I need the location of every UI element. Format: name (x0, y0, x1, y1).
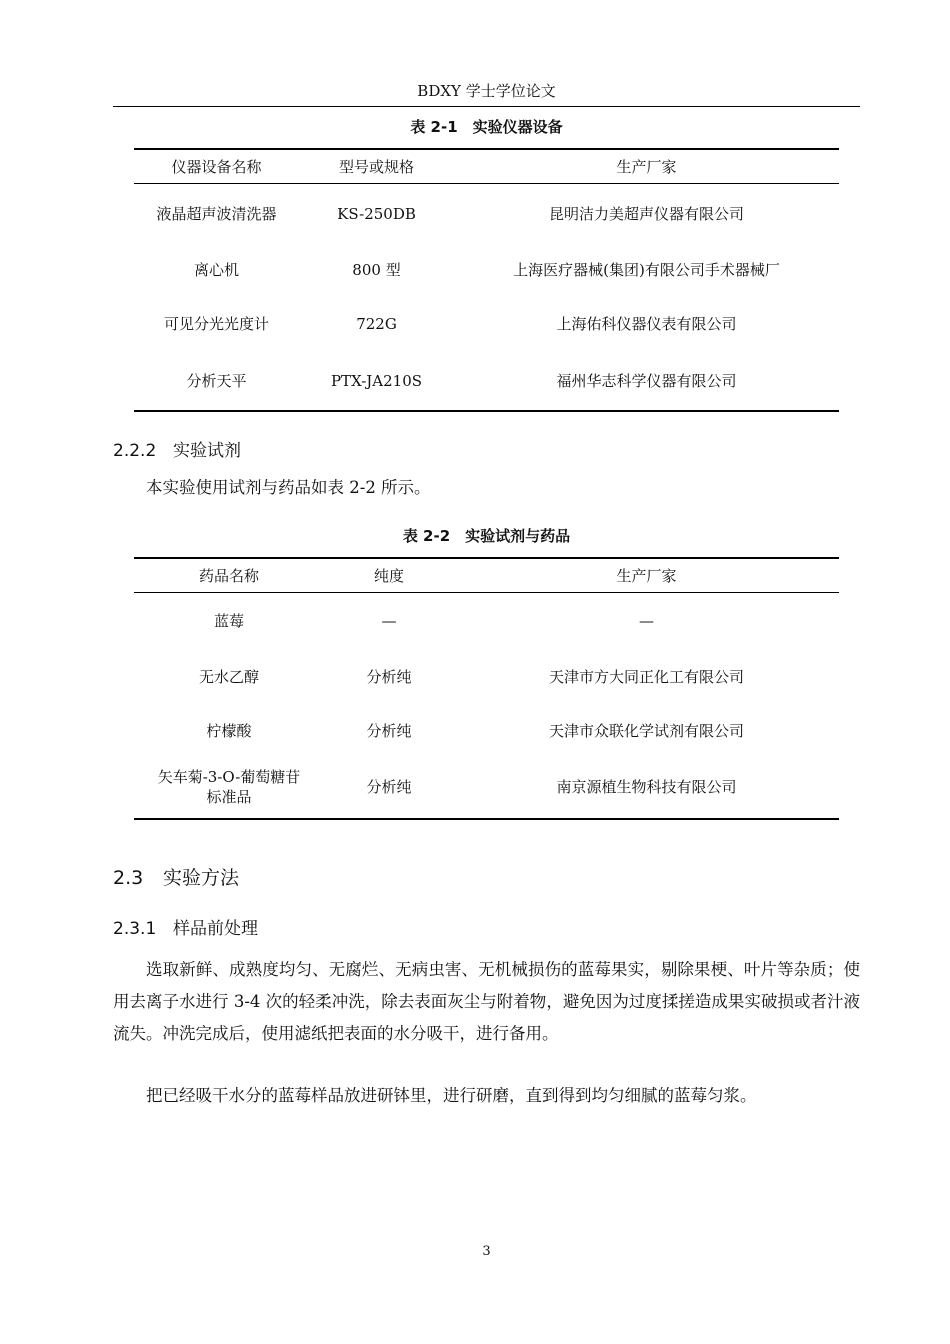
table-cell: 可见分光光度计 (163, 315, 269, 333)
table-cell: 800 型 (352, 261, 401, 279)
table-cell: 矢车菊-3-O-葡萄糖苷标准品 (134, 757, 324, 819)
table-row (134, 650, 839, 705)
table-cell: 柠檬酸 (206, 721, 252, 740)
page-number: 3 (482, 1244, 491, 1259)
table-cell: 液晶超声波清洗器 (156, 204, 277, 223)
paragraph: 把已经吸干水分的蓝莓样品放进研钵里，进行研磨，直到得到均匀细腻的蓝莓匀浆。 (146, 1086, 757, 1105)
table-row (134, 593, 839, 650)
section-number: 2.3.1 (113, 919, 157, 939)
table-cell: 上海佑科仪器仪表有限公司 (556, 315, 737, 333)
column-header: 仪器设备名称 (134, 149, 299, 184)
paragraph: 本实验使用试剂与药品如表 2-2 所示。 (146, 478, 431, 497)
table-row (134, 705, 839, 757)
table-caption: 表 2-2 实验试剂与药品 (402, 527, 571, 545)
table-cell: 722G (356, 315, 397, 333)
table-row (134, 757, 839, 819)
page-header: BDXY 学士学位论文 (113, 80, 860, 107)
table-cell: 昆明洁力美超声仪器有限公司 (548, 204, 744, 223)
section-number: 2.3 (113, 867, 144, 889)
table-cell: 分析纯 (324, 757, 454, 819)
equipment-table (134, 148, 839, 412)
table-cell: 分析纯 (366, 668, 412, 686)
table-row (134, 244, 839, 297)
table-cell: 无水乙醇 (198, 668, 259, 686)
table-row (134, 352, 839, 411)
column-header: 型号或规格 (299, 149, 454, 184)
column-header: 生产厂家 (454, 149, 839, 184)
table-row (134, 297, 839, 352)
table-cell: 上海医疗器械(集团)有限公司手术器械厂 (513, 261, 780, 279)
column-header: 药品名称 (134, 558, 324, 593)
table-cell: 天津市方大同正化工有限公司 (548, 668, 744, 686)
paragraph: 选取新鲜、成熟度均匀、无腐烂、无病虫害、无机械损伤的蓝莓果实，剔除果梗、叶片等杂质；使用去离子水进行 3-4 次的轻柔冲洗，除去表面灰尘与附着物，避免因为过度揉搓造成果实破损或者汁液流失。冲洗完成后，使用滤纸把表面的水分吸干，进行备用。 (113, 960, 860, 1043)
section-title: 实验方法 (163, 867, 240, 889)
table-cell: 福州华志科学仪器有限公司 (454, 352, 839, 411)
section-heading (113, 914, 258, 939)
table-cell: 南京源植生物科技有限公司 (454, 757, 839, 819)
table-cell: 分析纯 (366, 721, 412, 740)
reagent-table (134, 557, 839, 820)
section-title: 实验试剂 (173, 441, 241, 461)
section-heading (113, 436, 241, 461)
section-title: 样品前处理 (173, 919, 258, 939)
table-cell: KS-250DB (337, 204, 416, 223)
table-cell: PTX-JA210S (299, 352, 454, 411)
table-cell: 分析天平 (134, 352, 299, 411)
table-header-row (134, 558, 839, 593)
table-header-row (134, 149, 839, 184)
section-number: 2.2.2 (113, 441, 157, 461)
table-cell: 离心机 (193, 261, 239, 279)
section-heading (113, 863, 239, 890)
table-cell: 蓝莓 (213, 612, 244, 631)
table-caption: 表 2-1 实验仪器设备 (410, 118, 563, 136)
column-header: 纯度 (324, 558, 454, 593)
table-cell: — (639, 612, 654, 631)
table-cell: 天津市众联化学试剂有限公司 (548, 721, 744, 740)
table-row (134, 184, 839, 244)
table-cell: — (381, 612, 397, 631)
column-header: 生产厂家 (454, 558, 839, 593)
